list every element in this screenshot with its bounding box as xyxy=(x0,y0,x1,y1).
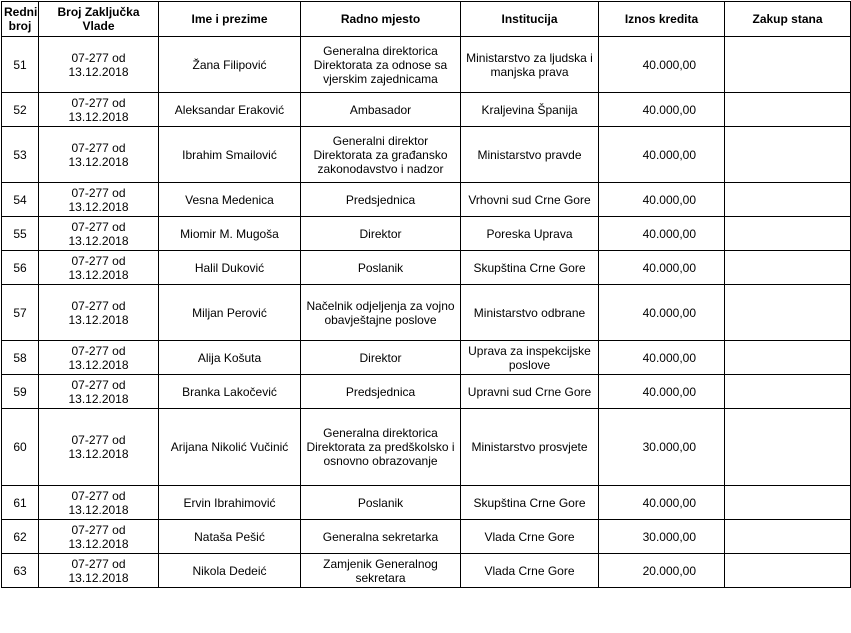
cell-ime-prezime[interactable]: Miomir M. Mugoša xyxy=(159,217,301,251)
cell-radno-mjesto[interactable]: Generalna direktorica Direktorata za odnose sa vjerskim zajednicama xyxy=(301,37,461,93)
cell-broj-zakljucka[interactable]: 07-277 od 13.12.2018 xyxy=(39,486,159,520)
cell-institucija[interactable]: Ministarstvo za ljudska i manjska prava xyxy=(461,37,599,93)
cell-radno-mjesto[interactable]: Načelnik odjeljenja za vojno obavještajne poslove xyxy=(301,285,461,341)
cell-ime-prezime[interactable]: Nikola Dedeić xyxy=(159,554,301,588)
cell-institucija[interactable]: Skupština Crne Gore xyxy=(461,251,599,285)
cell-redni-broj[interactable]: 52 xyxy=(2,93,39,127)
cell-iznos-kredita[interactable]: 40.000,00 xyxy=(599,217,725,251)
cell-zakup-stana[interactable] xyxy=(725,554,851,588)
cell-ime-prezime[interactable]: Vesna Medenica xyxy=(159,183,301,217)
cell-zakup-stana[interactable] xyxy=(725,217,851,251)
header-row xyxy=(2,2,851,37)
cell-redni-broj[interactable]: 62 xyxy=(2,520,39,554)
cell-zakup-stana[interactable] xyxy=(725,486,851,520)
cell-radno-mjesto[interactable]: Predsjednica xyxy=(301,183,461,217)
cell-ime-prezime[interactable]: Aleksandar Eraković xyxy=(159,93,301,127)
table-row xyxy=(2,217,851,251)
cell-zakup-stana[interactable] xyxy=(725,520,851,554)
cell-iznos-kredita[interactable]: 40.000,00 xyxy=(599,285,725,341)
cell-iznos-kredita[interactable]: 40.000,00 xyxy=(599,375,725,409)
cell-ime-prezime[interactable]: Žana Filipović xyxy=(159,37,301,93)
cell-institucija[interactable]: Skupština Crne Gore xyxy=(461,486,599,520)
cell-broj-zakljucka[interactable]: 07-277 od 13.12.2018 xyxy=(39,37,159,93)
cell-ime-prezime[interactable]: Alija Košuta xyxy=(159,341,301,375)
table-row xyxy=(2,486,851,520)
cell-redni-broj[interactable]: 53 xyxy=(2,127,39,183)
cell-broj-zakljucka[interactable]: 07-277 od 13.12.2018 xyxy=(39,554,159,588)
cell-redni-broj[interactable]: 54 xyxy=(2,183,39,217)
cell-zakup-stana[interactable] xyxy=(725,183,851,217)
header-broj-zakljucka: Broj Zaključka Vlade xyxy=(39,2,159,37)
cell-broj-zakljucka[interactable]: 07-277 od 13.12.2018 xyxy=(39,183,159,217)
cell-iznos-kredita[interactable]: 30.000,00 xyxy=(599,409,725,486)
cell-redni-broj[interactable]: 57 xyxy=(2,285,39,341)
cell-iznos-kredita[interactable]: 20.000,00 xyxy=(599,554,725,588)
cell-iznos-kredita[interactable]: 40.000,00 xyxy=(599,183,725,217)
cell-broj-zakljucka[interactable]: 07-277 od 13.12.2018 xyxy=(39,520,159,554)
cell-ime-prezime[interactable]: Halil Duković xyxy=(159,251,301,285)
header-radno-mjesto: Radno mjesto xyxy=(301,2,461,37)
cell-zakup-stana[interactable] xyxy=(725,127,851,183)
cell-institucija[interactable]: Ministarstvo pravde xyxy=(461,127,599,183)
cell-zakup-stana[interactable] xyxy=(725,251,851,285)
cell-institucija[interactable]: Uprava za inspekcijske poslove xyxy=(461,341,599,375)
cell-redni-broj[interactable]: 59 xyxy=(2,375,39,409)
cell-ime-prezime[interactable]: Nataša Pešić xyxy=(159,520,301,554)
cell-ime-prezime[interactable]: Miljan Perović xyxy=(159,285,301,341)
table-body xyxy=(2,37,851,588)
cell-redni-broj[interactable]: 63 xyxy=(2,554,39,588)
table-row xyxy=(2,93,851,127)
cell-broj-zakljucka[interactable]: 07-277 od 13.12.2018 xyxy=(39,217,159,251)
table-row xyxy=(2,409,851,486)
table-row xyxy=(2,520,851,554)
cell-iznos-kredita[interactable]: 40.000,00 xyxy=(599,127,725,183)
cell-institucija[interactable]: Vlada Crne Gore xyxy=(461,554,599,588)
cell-institucija[interactable]: Kraljevina Španija xyxy=(461,93,599,127)
cell-radno-mjesto[interactable]: Poslanik xyxy=(301,251,461,285)
table-row xyxy=(2,251,851,285)
cell-broj-zakljucka[interactable]: 07-277 od 13.12.2018 xyxy=(39,251,159,285)
cell-institucija[interactable]: Poreska Uprava xyxy=(461,217,599,251)
cell-iznos-kredita[interactable]: 40.000,00 xyxy=(599,93,725,127)
loans-table xyxy=(1,1,851,588)
table-row xyxy=(2,341,851,375)
cell-zakup-stana[interactable] xyxy=(725,93,851,127)
table-row xyxy=(2,183,851,217)
cell-iznos-kredita[interactable]: 40.000,00 xyxy=(599,341,725,375)
table-row xyxy=(2,554,851,588)
cell-institucija[interactable]: Ministarstvo odbrane xyxy=(461,285,599,341)
cell-ime-prezime[interactable]: Ibrahim Smailović xyxy=(159,127,301,183)
cell-redni-broj[interactable]: 61 xyxy=(2,486,39,520)
header-zakup-stana: Zakup stana xyxy=(725,2,851,37)
spreadsheet xyxy=(1,1,851,588)
cell-iznos-kredita[interactable]: 40.000,00 xyxy=(599,37,725,93)
cell-zakup-stana[interactable] xyxy=(725,375,851,409)
cell-redni-broj[interactable]: 58 xyxy=(2,341,39,375)
table-row xyxy=(2,127,851,183)
cell-broj-zakljucka[interactable]: 07-277 od 13.12.2018 xyxy=(39,341,159,375)
cell-radno-mjesto[interactable]: Generalna direktorica Direktorata za predškolsko i osnovno obrazovanje xyxy=(301,409,461,486)
cell-radno-mjesto[interactable]: Ambasador xyxy=(301,93,461,127)
cell-zakup-stana[interactable] xyxy=(725,285,851,341)
cell-broj-zakljucka[interactable]: 07-277 od 13.12.2018 xyxy=(39,409,159,486)
cell-broj-zakljucka[interactable]: 07-277 od 13.12.2018 xyxy=(39,127,159,183)
cell-ime-prezime[interactable]: Branka Lakočević xyxy=(159,375,301,409)
cell-radno-mjesto[interactable]: Zamjenik Generalnog sekretara xyxy=(301,554,461,588)
cell-institucija[interactable]: Vlada Crne Gore xyxy=(461,520,599,554)
header-iznos-kredita: Iznos kredita xyxy=(599,2,725,37)
cell-zakup-stana[interactable] xyxy=(725,409,851,486)
cell-radno-mjesto[interactable]: Generalna sekretarka xyxy=(301,520,461,554)
cell-redni-broj[interactable]: 51 xyxy=(2,37,39,93)
cell-ime-prezime[interactable]: Arijana Nikolić Vučinić xyxy=(159,409,301,486)
cell-institucija[interactable]: Upravni sud Crne Gore xyxy=(461,375,599,409)
cell-radno-mjesto[interactable]: Direktor xyxy=(301,217,461,251)
table-row xyxy=(2,37,851,93)
cell-iznos-kredita[interactable]: 40.000,00 xyxy=(599,251,725,285)
cell-institucija[interactable]: Ministarstvo prosvjete xyxy=(461,409,599,486)
cell-radno-mjesto[interactable]: Poslanik xyxy=(301,486,461,520)
cell-redni-broj[interactable]: 55 xyxy=(2,217,39,251)
cell-radno-mjesto[interactable]: Direktor xyxy=(301,341,461,375)
cell-iznos-kredita[interactable]: 30.000,00 xyxy=(599,520,725,554)
cell-redni-broj[interactable]: 60 xyxy=(2,409,39,486)
table-row xyxy=(2,285,851,341)
cell-zakup-stana[interactable] xyxy=(725,341,851,375)
cell-iznos-kredita[interactable]: 40.000,00 xyxy=(599,486,725,520)
cell-radno-mjesto[interactable]: Predsjednica xyxy=(301,375,461,409)
header-redni-broj: Redni broj xyxy=(2,2,39,37)
cell-broj-zakljucka[interactable]: 07-277 od 13.12.2018 xyxy=(39,285,159,341)
cell-institucija[interactable]: Vrhovni sud Crne Gore xyxy=(461,183,599,217)
cell-redni-broj[interactable]: 56 xyxy=(2,251,39,285)
header-ime-prezime: Ime i prezime xyxy=(159,2,301,37)
header-institucija: Institucija xyxy=(461,2,599,37)
cell-radno-mjesto[interactable]: Generalni direktor Direktorata za građansko zakonodavstvo i nadzor xyxy=(301,127,461,183)
cell-broj-zakljucka[interactable]: 07-277 od 13.12.2018 xyxy=(39,375,159,409)
cell-zakup-stana[interactable] xyxy=(725,37,851,93)
cell-broj-zakljucka[interactable]: 07-277 od 13.12.2018 xyxy=(39,93,159,127)
table-row xyxy=(2,375,851,409)
cell-ime-prezime[interactable]: Ervin Ibrahimović xyxy=(159,486,301,520)
